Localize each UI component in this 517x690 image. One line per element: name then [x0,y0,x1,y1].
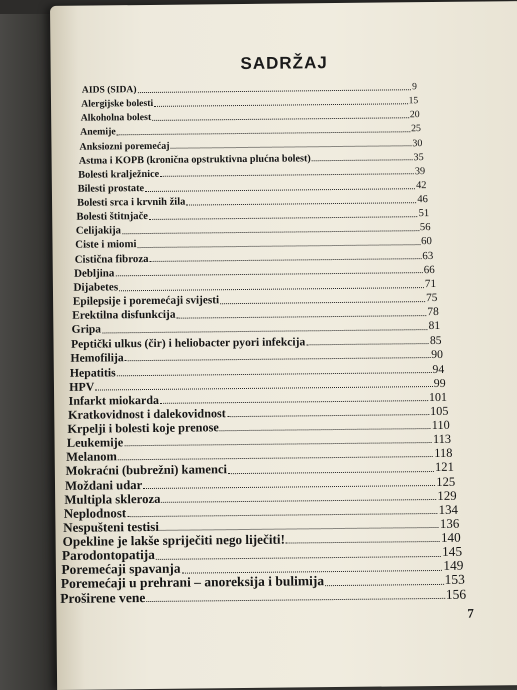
toc-entry-label: HPV [69,379,95,394]
toc-entry-label: Gripa [71,323,102,337]
dot-leader [146,597,444,602]
toc-entry-page: 75 [426,292,438,305]
dot-leader [306,342,429,345]
toc-entry-page: 110 [431,417,450,432]
toc-entry-page: 121 [434,459,454,474]
toc-entry-label: Bolesti kralježnice [78,169,160,181]
dot-leader [125,356,431,361]
toc-entry [75,250,434,266]
toc-entry-label: Kratkovidnost i dalekovidnost [67,405,226,422]
dot-leader [160,399,428,404]
toc-entry-page: 105 [430,403,449,418]
toc-entry-label: Proširene vene [60,590,146,606]
toc-entry-label: Ciste i miomi [75,238,137,252]
toc-entry-page: 20 [409,109,420,121]
dot-leader [171,144,412,149]
toc-entry-page: 9 [412,81,417,93]
dot-leader [220,427,431,431]
toc-entry-page: 156 [445,586,467,602]
toc-entry [80,124,421,138]
toc-entry-page: 78 [427,306,439,319]
toc-entry-page: 85 [429,333,442,347]
dot-leader [119,286,424,291]
toc-entry-page: 56 [419,221,431,234]
toc-entry-label: Leukemije [66,434,124,450]
toc-entry-label: Anemije [80,126,116,138]
toc-entry [79,152,424,167]
toc-entry-page: 90 [431,347,443,361]
toc-entry-page: 149 [443,557,464,573]
toc-entry-page: 153 [444,571,465,587]
dot-leader [186,201,416,205]
dot-leader [286,540,440,544]
dot-leader [117,371,432,376]
toc-entry-label: Epilepsije i poremećaji svijesti [72,294,220,309]
toc-entry-label: Nespušteni testisi [63,518,159,535]
toc-entry [75,236,432,252]
toc-entry-label: Hepatitis [69,364,116,380]
toc-entry-label: Bolesti štitnjače [76,211,149,223]
toc-entry-page: 51 [418,208,430,220]
toc-entry-page: 60 [421,235,432,248]
dot-leader [228,470,434,474]
toc-entry [82,82,417,96]
toc-entry-page: 35 [413,152,424,164]
toc-entry-page: 134 [438,502,459,517]
toc-entry-page: 101 [428,389,448,404]
toc-entry-page: 66 [423,264,435,277]
dot-leader [312,159,413,162]
book-page [50,1,517,690]
dot-leader [124,441,432,446]
dot-leader [102,328,428,333]
toc-entry-label: Erektilna disfunkcija [72,309,176,323]
toc-entry [78,180,427,195]
toc-entry-label: Neplodnost [63,506,127,521]
toc-entry [60,587,466,606]
toc-entry-label: Infarkt miokarda [68,392,160,408]
toc-entry-page: 42 [416,180,427,192]
toc-entry-page: 39 [414,166,426,178]
dot-leader [162,498,437,503]
page-number: 7 [467,605,474,621]
dot-leader [325,583,444,586]
toc-entry-label: Melanom [66,449,117,464]
toc-entry [74,264,435,280]
toc-entry-page: 63 [422,250,434,263]
toc-entry-page: 99 [433,375,446,390]
toc-entry [76,208,429,223]
dot-leader [160,173,414,178]
toc-entry [81,110,420,124]
toc-entry-label: Alergijske bolesti [81,97,154,110]
dot-leader [138,88,412,93]
toc-entry-label: AIDS (SIDA) [81,84,137,96]
dot-leader [154,102,407,107]
toc-entry-page: 15 [408,95,419,107]
dot-leader [177,314,427,319]
dot-leader [143,484,435,489]
toc-entry-label: Moždani udar [64,477,143,493]
toc-entry-page: 113 [432,431,452,446]
toc-entry-label: Peptički ulkus (čir) i heliobacter pyori infekcija [70,334,306,351]
toc-entry-page: 140 [440,529,461,545]
toc-entry-label: Dijabetes [73,281,119,295]
toc-entry-label: Cistična fibroza [74,253,149,267]
toc-entry [79,138,422,153]
dot-leader [220,300,425,304]
dot-leader [118,455,433,460]
toc-entry-label: Multipla skleroza [64,491,161,507]
dot-leader [145,187,415,192]
dot-leader [122,229,419,234]
toc-entry-page: 145 [442,543,463,559]
toc-entry-label: Astma i KOPB (kronična opstruktivna plućna bolest) [78,153,311,167]
toc-entry-page: 129 [437,488,457,503]
toc-entry-label: Celijakija [75,224,122,238]
toc-entry-page: 125 [436,474,456,489]
dot-leader [150,257,422,262]
toc-entry-label: Poremećaji spavanja [61,560,181,577]
toc-entry-page: 81 [428,320,441,333]
toc-entry-page: 30 [412,138,423,150]
toc-entry-label: Krpelji i bolesti koje prenose [67,419,219,436]
toc-entry-page: 46 [417,194,428,206]
toc-entry-label: Poremećaji u prehrani – anoreksija i bulimija [60,573,325,591]
toc-entry-page: 118 [434,445,453,460]
dot-leader [117,130,410,135]
toc-entry-label: Parodontopatija [61,546,155,563]
dot-leader [95,385,432,391]
dot-leader [115,272,422,277]
toc-entry-label: Debljina [73,267,115,281]
toc-entry-page: 71 [424,278,437,291]
toc-entry-page: 25 [411,123,422,135]
toc-entry-label: Mokraćni (bubrežni) kamenci [65,461,228,478]
page-title: SADRŽAJ [240,53,328,74]
toc-entry-label: Opekline je lakše spriječiti nego liječiti! [62,531,286,549]
toc-entry-label: Bilesti prostate [77,183,145,195]
dot-leader [137,243,420,248]
toc-entry-label: Alkoholna bolest [80,111,152,124]
dot-leader [227,413,429,417]
toc-entry [77,194,428,209]
toc-entry-label: Anksiozni poremećaj [79,140,170,153]
dot-leader [152,116,409,121]
toc-entry [78,166,425,181]
toc-entry [76,222,431,238]
dot-leader [149,215,418,220]
toc-entry-label: Hemofilija [70,350,124,365]
toc-entry-label: Bolesti srca i krvnih žila [77,196,186,209]
toc-entry-page: 94 [432,361,445,376]
toc-entry [81,96,418,110]
toc-entry-page: 136 [439,515,460,531]
